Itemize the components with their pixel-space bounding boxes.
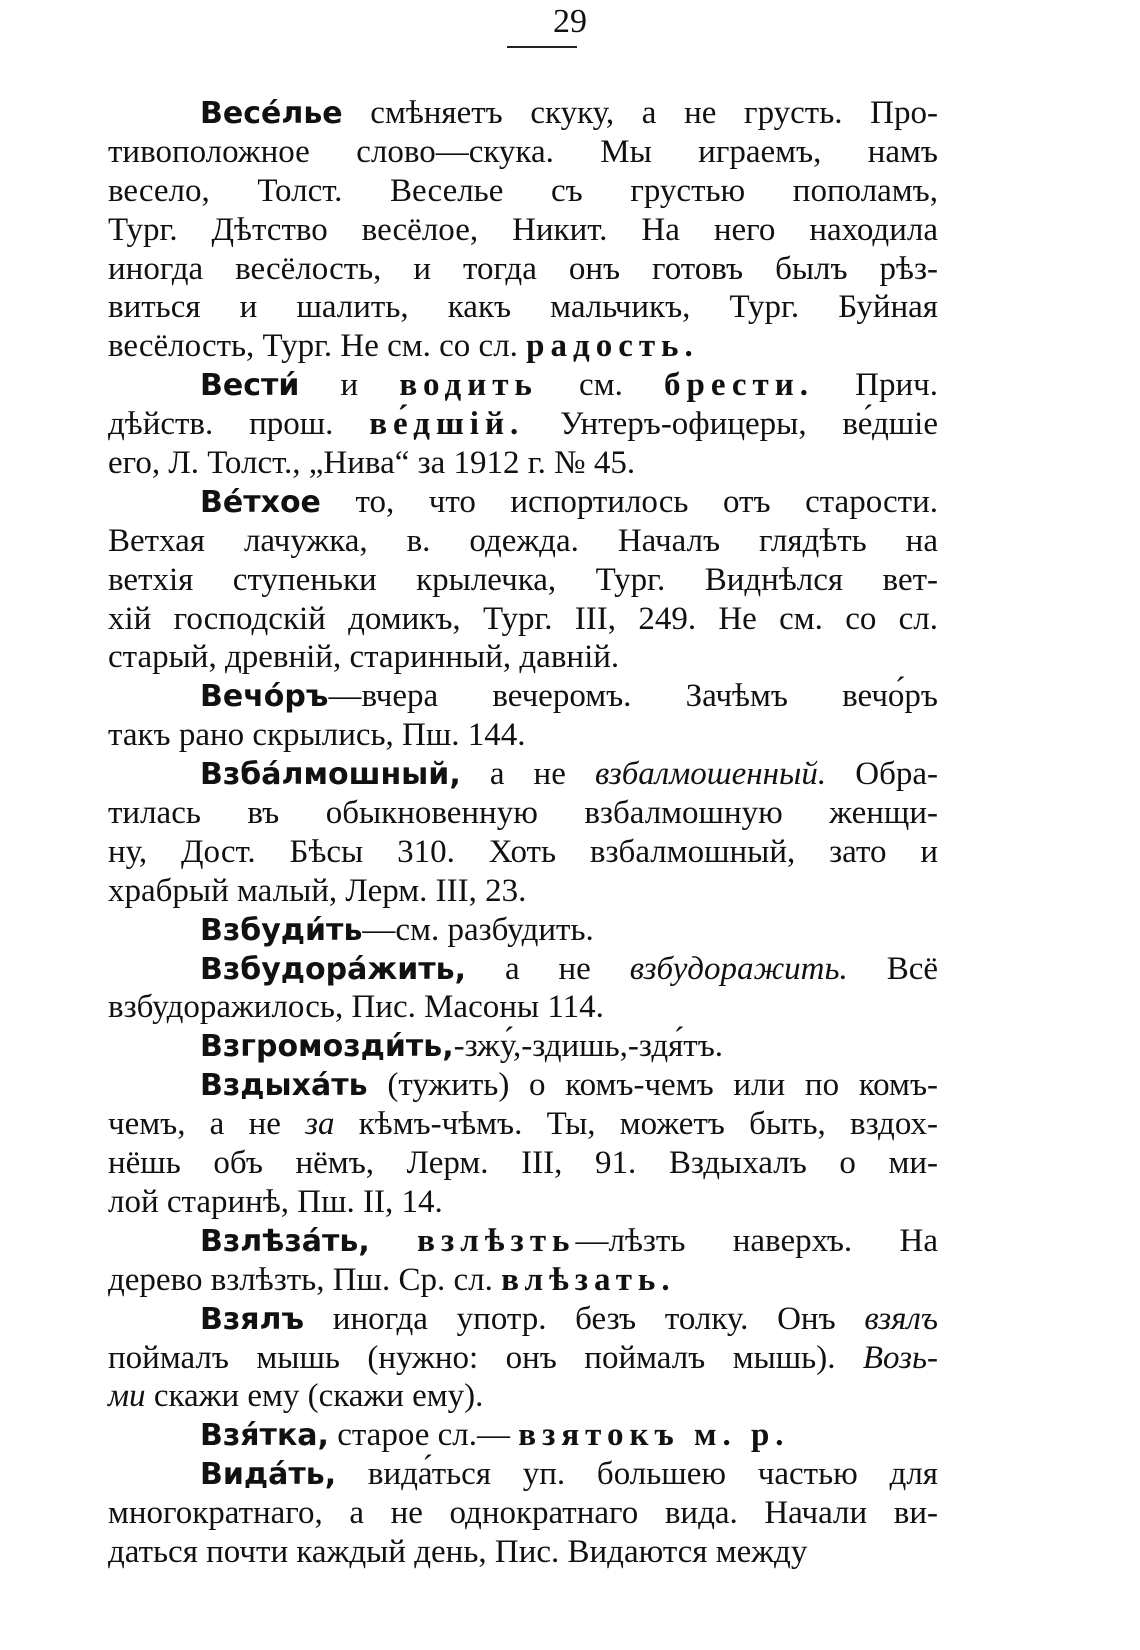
spaced-term: брести. [663, 367, 815, 404]
text-line [108, 833, 938, 872]
text-line [108, 794, 938, 833]
dictionary-entry [108, 483, 938, 677]
text-run: Всё [847, 950, 938, 987]
text-line [108, 94, 938, 133]
text-line [108, 327, 938, 366]
text-run: скажи ему (скажи ему). [145, 1378, 484, 1415]
text-line [108, 211, 938, 250]
text-run: вида́ться уп. большею частью для [336, 1456, 938, 1493]
italic-term: за [305, 1106, 335, 1143]
text-run: иногда весёлость, и тогда онъ готовъ былъ рѣз- [108, 250, 938, 287]
text-line [108, 1339, 938, 1378]
text-run: см. [537, 367, 664, 404]
text-run: виться и шалить, какъ мальчикъ, Тург. Буйная [108, 289, 938, 326]
text-run: (тужить) о комъ-чемъ или по комъ- [367, 1067, 938, 1104]
italic-term: взбудоражить. [629, 950, 848, 987]
text-run: иногда употр. безъ толку. Онъ [304, 1300, 865, 1337]
text-run: старый, древній, старинный, давній. [108, 639, 620, 676]
dictionary-entry [108, 1455, 938, 1572]
text-run: Тург. Дѣтство весёлое, Никит. На него находила [108, 211, 938, 248]
text-line [108, 1533, 938, 1572]
headword: Взя́тка, [200, 1418, 329, 1454]
text-line [108, 1222, 938, 1261]
text-run: такъ рано скрылись, Пш. 144. [108, 717, 526, 754]
text-run: ветхія ступеньки крылечка, Тург. Виднѣлся вет- [108, 561, 938, 598]
text-line [108, 1027, 938, 1066]
text-run: —см. разбудить. [362, 911, 594, 948]
text-run: лой старинѣ, Пш. II, 14. [108, 1183, 443, 1220]
text-run: нёшь объ нёмъ, Лерм. III, 91. Вздыхалъ о ми- [108, 1145, 938, 1182]
spaced-term: ве́дшій. [369, 406, 525, 443]
dictionary-entry [108, 950, 938, 1028]
text-run: то, что испортилось отъ старости. [320, 483, 938, 520]
text-run: а не [460, 756, 595, 793]
text-run: ну, Дост. Бѣсы 310. Хоть взбалмошный, зато и [108, 833, 938, 870]
dictionary-text [108, 94, 938, 1572]
headword: Ве́тхое [200, 484, 321, 520]
text-run: многократнаго, а не однократнаго вида. Начали ви- [108, 1495, 938, 1532]
italic-term: взялъ [864, 1300, 938, 1337]
text-line [108, 1066, 938, 1105]
text-line [108, 444, 938, 483]
text-line [108, 716, 938, 755]
headword: Взба́лмошный, [200, 757, 461, 793]
dictionary-entry [108, 1416, 938, 1455]
text-line [108, 988, 938, 1027]
headword: Вида́ть, [200, 1457, 337, 1493]
headword: Взбуди́ть [200, 912, 363, 948]
text-run: Обра- [826, 756, 938, 793]
text-line [108, 755, 938, 794]
text-line [108, 1377, 938, 1416]
text-line [108, 1183, 938, 1222]
dictionary-entry [108, 677, 938, 755]
text-line [108, 1494, 938, 1533]
text-run: тилась въ обыкновенную взбалмошную женщи- [108, 795, 938, 832]
headword: Весе́лье [200, 96, 343, 131]
text-line [108, 600, 938, 639]
page-number: 29 [553, 3, 587, 40]
text-run: и [299, 367, 400, 404]
text-run: Унтеръ-офицеры, ве́дшіе [524, 406, 939, 443]
headword: Взбудора́жить, [200, 951, 466, 987]
text-line [108, 872, 938, 911]
text-line [108, 677, 938, 716]
text-line [108, 483, 938, 522]
headword: Вздыха́ть [200, 1068, 368, 1104]
dictionary-entry [108, 366, 938, 483]
dictionary-entry [108, 1066, 938, 1222]
text-line [108, 522, 938, 561]
text-line [108, 405, 938, 444]
text-run: весело, Толст. Веселье съ грустью пополамъ, [108, 172, 938, 209]
headword: Взялъ [200, 1301, 305, 1337]
headword: Взгромозди́ть, [200, 1029, 454, 1065]
text-run: Ветхая лачужка, в. одежда. Началъ глядѣть на [108, 522, 938, 559]
text-run: его, Л. Толст., „Нива“ за 1912 г. № 45. [108, 445, 636, 482]
dictionary-entry [108, 1027, 938, 1066]
text-run: взбудоражилось, Пис. Масоны 114. [108, 989, 604, 1026]
text-line [108, 1416, 938, 1455]
text-line [108, 1300, 938, 1339]
dictionary-entry [108, 755, 938, 911]
text-run: Прич. [814, 367, 939, 404]
headword: Вести́ [200, 368, 300, 404]
spaced-term: взятокъ м. р. [518, 1417, 790, 1454]
dictionary-entry [108, 911, 938, 950]
text-run: -зжу́,-здишь,-здя́тъ. [453, 1028, 724, 1065]
text-run: поймалъ мышь (нужно: онъ поймалъ мышь). [108, 1339, 863, 1376]
text-run: —вчера вечеромъ. Зачѣмъ вечо́ръ [328, 678, 938, 715]
italic-term: взбалмошенный. [594, 756, 827, 793]
text-line [108, 561, 938, 600]
spaced-term: водить [399, 367, 538, 404]
text-line [108, 250, 938, 289]
text-line [108, 133, 938, 172]
spaced-term: влѣзать. [501, 1261, 676, 1298]
text-run [370, 1223, 417, 1259]
text-run: тивоположное слово—скука. Мы играемъ, намъ [108, 133, 938, 170]
dictionary-entry [108, 1222, 938, 1300]
text-run: чемъ, а не [108, 1106, 306, 1143]
spaced-term: взлѣзть [417, 1222, 576, 1259]
text-line [108, 638, 938, 677]
spaced-term: радость. [526, 328, 699, 365]
text-line [108, 288, 938, 327]
text-line [108, 950, 938, 989]
text-line [108, 911, 938, 950]
headword: Вечо́ръ [200, 679, 329, 715]
text-run: храбрый малый, Лерм. III, 23. [108, 872, 527, 909]
text-run: хій господскій домикъ, Тург. III, 249. Не см. со сл. [108, 600, 938, 637]
page-number-rule [507, 46, 577, 48]
text-line [108, 172, 938, 211]
dictionary-entry [108, 1300, 938, 1417]
text-run: весёлость, Тург. Не см. со сл. [108, 328, 527, 365]
headword: Взлѣза́ть, [200, 1223, 370, 1259]
text-run: даться почти каждый день, Пис. Видаются между [108, 1533, 808, 1570]
italic-term: ми [108, 1378, 146, 1415]
text-run: кѣмъ-чѣмъ. Ты, можетъ быть, вздох- [334, 1106, 938, 1143]
dictionary-entry [108, 94, 938, 366]
text-run: а не [466, 950, 630, 987]
text-line [108, 1144, 938, 1183]
text-run: старое сл.— [328, 1417, 519, 1454]
text-run: —лѣзть наверхъ. На [575, 1222, 938, 1259]
text-line [108, 1455, 938, 1494]
text-line [108, 1261, 938, 1300]
text-run: дерево взлѣзть, Пш. Ср. сл. [108, 1261, 502, 1298]
text-run: дѣйств. прош. [108, 406, 370, 443]
text-run: смѣняетъ скуку, а не грусть. Про- [342, 95, 938, 131]
text-line [108, 1105, 938, 1144]
italic-term: Возь- [862, 1339, 938, 1376]
text-line [108, 366, 938, 405]
